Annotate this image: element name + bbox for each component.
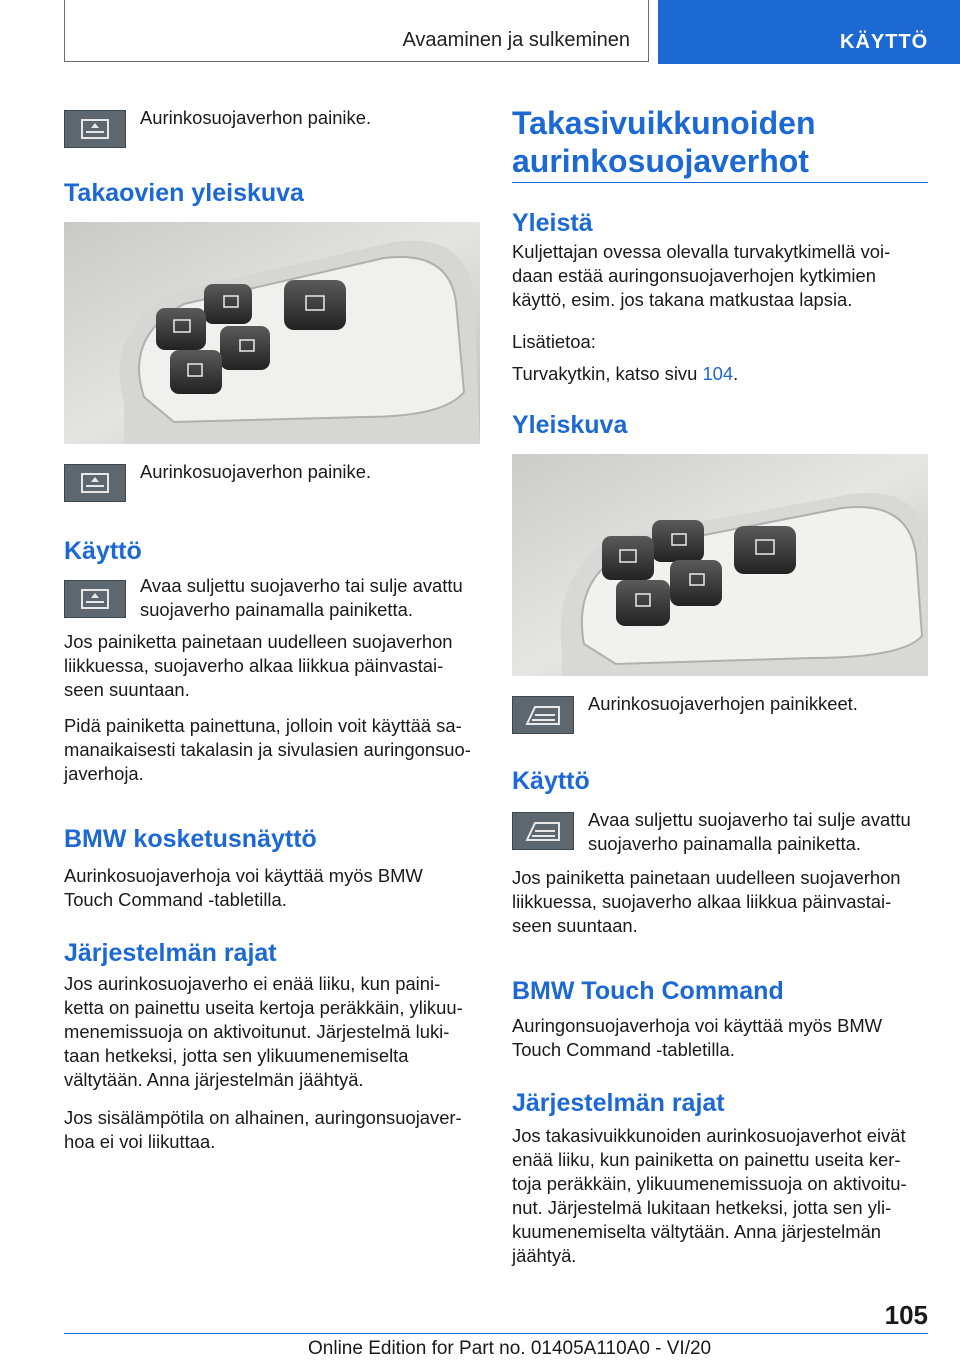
- text-line: seen suuntaan.: [512, 915, 638, 936]
- heading-rear-side-window-shades: [512, 104, 928, 180]
- rear-window-shade-icon: [64, 464, 126, 502]
- text-line: enää liiku, kun painiketta on painettu useita ker-: [512, 1149, 901, 1170]
- text-line: javerhoja.: [64, 763, 144, 784]
- text-line: menemissuoja on aktivoitunut. Järjestelmä luki-: [64, 1021, 450, 1042]
- text-line: toja peräkkäin, ylikuumenemissuoja on aktivoitu-: [512, 1173, 907, 1194]
- side-window-shade-icon: [512, 812, 574, 850]
- text-line: suojaverho painamalla painiketta.: [588, 833, 861, 854]
- text-line: jäähtyä.: [512, 1245, 577, 1266]
- text-line: ketta on painettu useita kertoja peräkkäin, ylikuu-: [64, 997, 463, 1018]
- text-line: hoa ei voi liikuttaa.: [64, 1131, 216, 1152]
- reference-end: .: [733, 363, 739, 384]
- text-line: Avaa suljettu suojaverho tai sulje avattu: [140, 575, 463, 596]
- text-line: liikkuessa, suojaverho alkaa liikkua päinvastai-: [64, 655, 444, 676]
- header-section-title: Avaaminen ja sulkeminen: [402, 29, 630, 51]
- header-chapter-tab: [658, 0, 960, 64]
- header-section-box: [64, 0, 649, 62]
- page-number: 105: [884, 1300, 928, 1330]
- text-line: nut. Järjestelmä lukitaan hetkeksi, jotta sen yli-: [512, 1197, 892, 1218]
- side-window-switch-photo: [512, 454, 928, 676]
- text-line: liikkuessa, suojaverho alkaa liikkua päinvastai-: [512, 891, 892, 912]
- text-line: Aurinkosuojaverhoja voi käyttää myös BMW: [64, 865, 423, 886]
- text-line: kuumenemiselta vältytään. Anna järjestelmän: [512, 1221, 882, 1242]
- text-line: Jos painiketta painetaan uudelleen suojaverhon: [512, 867, 901, 888]
- text-line: Touch Command -tabletilla.: [64, 889, 287, 910]
- text-line: seen suuntaan.: [64, 679, 190, 700]
- more-info-label: Lisätietoa:: [512, 331, 596, 352]
- heading-system-limits: Järjestelmän rajat: [64, 939, 277, 967]
- photo-caption: Aurinkosuojaverhon painike.: [140, 461, 372, 482]
- footer-edition: Online Edition for Part no. 01405A110A0 - VI/20: [308, 1338, 712, 1359]
- cross-reference: [512, 362, 928, 386]
- heading-line: aurinkosuojaverhot: [512, 143, 809, 179]
- footer-rule: [64, 1333, 928, 1334]
- rear-window-shade-icon: [64, 580, 126, 618]
- heading-bmw-touch-command: BMW Touch Command: [512, 977, 784, 1005]
- paragraph-touch-command: [512, 1014, 928, 1062]
- text-line: manaikaisesti takalasin ja sivulasien auringonsuo-: [64, 739, 471, 760]
- photo-caption: Aurinkosuojaverhon painike.: [140, 107, 372, 128]
- side-window-shade-icon: [512, 696, 574, 734]
- heading-system-limits: Järjestelmän rajat: [512, 1089, 725, 1117]
- text-line: Jos painiketta painetaan uudelleen suojaverhon: [64, 631, 453, 652]
- text-line: Jos sisälämpötila on alhainen, auringonsuojaver-: [64, 1107, 462, 1128]
- paragraph-low-temperature: [64, 1106, 480, 1154]
- paragraph-limits: [512, 1124, 928, 1268]
- text-line: suojaverho painamalla painiketta.: [140, 599, 413, 620]
- heading-line: Takasivuikkunoiden: [512, 105, 816, 141]
- heading-rule: [512, 182, 928, 183]
- rear-door-switch-photo: [64, 222, 480, 444]
- instruction-text: [140, 574, 480, 622]
- instruction-text: [588, 808, 928, 856]
- rear-window-shade-icon: [64, 110, 126, 148]
- paragraph-hold: [64, 714, 480, 786]
- reference-text: Turvakytkin, katso sivu: [512, 363, 703, 384]
- text-line: Avaa suljettu suojaverho tai sulje avattu: [588, 809, 911, 830]
- photo-caption: Aurinkosuojaverhojen painikkeet.: [588, 693, 858, 714]
- heading-overview: Yleiskuva: [512, 411, 628, 439]
- heading-operation: Käyttö: [512, 767, 590, 795]
- text-line: daan estää auringonsuojaverhojen kytkimien: [512, 265, 876, 286]
- paragraph-limits: [64, 972, 480, 1092]
- text-line: käyttö, esim. jos takana matkustaa lapsia.: [512, 289, 853, 310]
- text-line: vältytään. Anna järjestelmän jäähtyä.: [64, 1069, 364, 1090]
- text-line: Kuljettajan ovessa olevalla turvakytkimellä voi-: [512, 241, 891, 262]
- header-chapter-title: KÄYTTÖ: [840, 31, 929, 53]
- text-line: Touch Command -tabletilla.: [512, 1039, 735, 1060]
- text-line: Jos takasivuikkunoiden aurinkosuojaverhot eivät: [512, 1125, 906, 1146]
- paragraph-reverse: [512, 866, 928, 938]
- text-line: Auringonsuojaverhoja voi käyttää myös BMW: [512, 1015, 883, 1036]
- heading-rear-doors-overview: Takaovien yleiskuva: [64, 179, 304, 207]
- text-line: taan hetkeksi, jotta sen ylikuumenemiselta: [64, 1045, 409, 1066]
- heading-operation: Käyttö: [64, 537, 142, 565]
- heading-general: Yleistä: [512, 209, 593, 237]
- heading-bmw-touchscreen: BMW kosketusnäyttö: [64, 825, 317, 853]
- page-reference-link[interactable]: 104: [702, 363, 734, 384]
- paragraph-general: [512, 240, 928, 312]
- text-line: Pidä painiketta painettuna, jolloin voit käyttää sa-: [64, 715, 462, 736]
- text-line: Jos aurinkosuojaverho ei enää liiku, kun paini-: [64, 973, 441, 994]
- paragraph-reverse: [64, 630, 480, 702]
- paragraph-touchscreen: [64, 864, 480, 912]
